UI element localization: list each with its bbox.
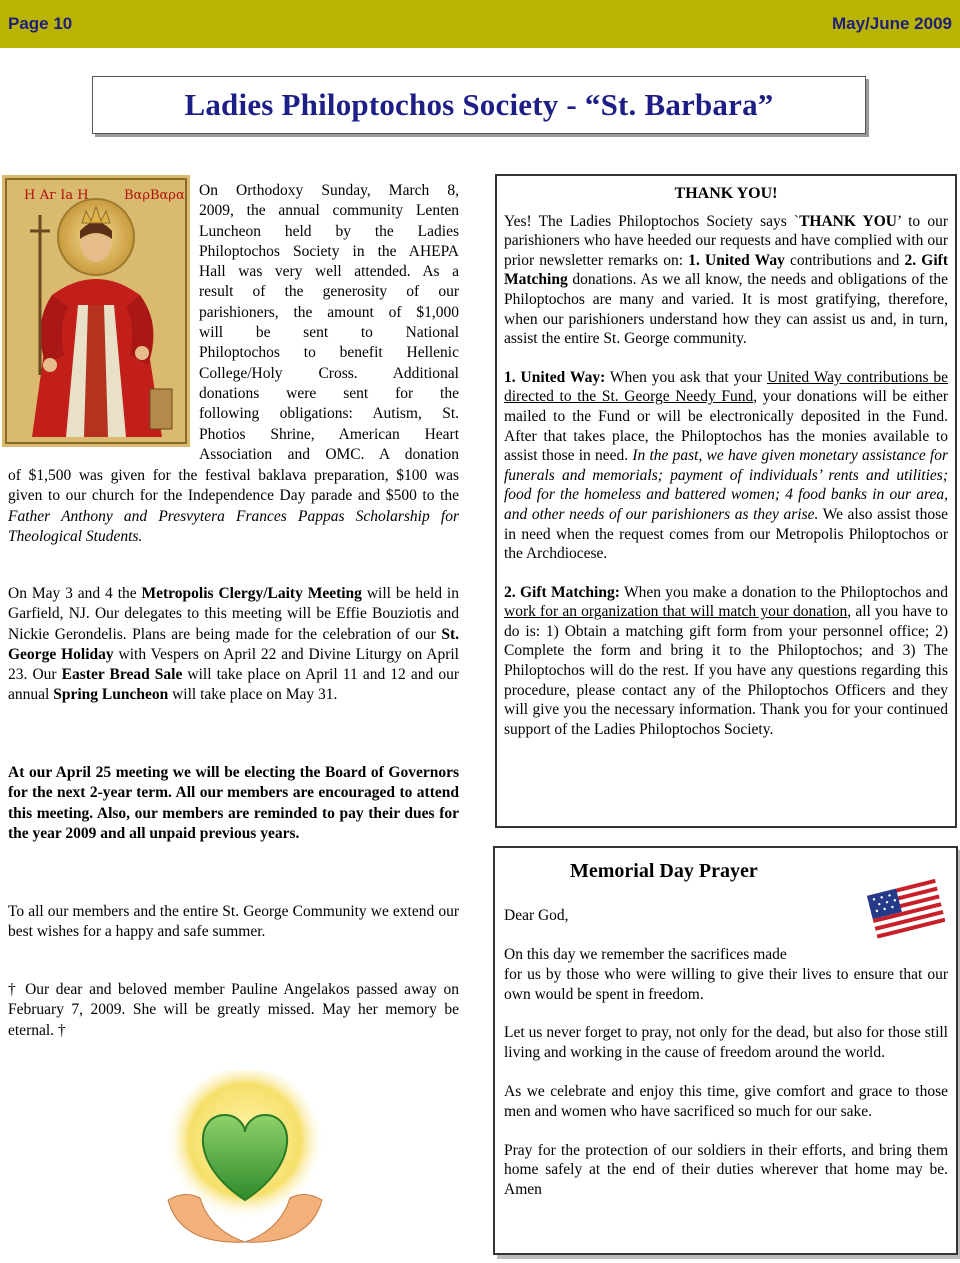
intro-line: Hall was very well attended. As a [199,263,459,281]
intro-line: parishioners, the amount of $1,000 [199,303,459,321]
saint-barbara-icon [2,175,190,447]
united-way-text-d: , your donations will be either mailed to the Fund or will be electronically deposited in the Fund. After that takes place, the Philoptochos has the monies available to assist those in need. [504,388,948,465]
title-box [92,76,866,134]
intro-line: Luncheon held by the Ladies [199,222,459,240]
intro-line: Photios Shrine, American Heart [199,425,459,443]
intro-line: Association and OMC. A donation [199,445,459,463]
memorial-text: † Our dear and beloved member Pauline Angelakos passed away on February 7, 2009. She will be greatly missed. May her memory be eternal. † [8,981,459,1039]
gift-matching-heading: 2. Gift Matching: [504,583,620,601]
meeting-text-c: will be held in Garfield, NJ. Our delegates to this meeting will be Effie Bouziotis and Nickie Gerondelis. Plans are being made for the celebration of our [8,585,459,643]
intro-paragraph-top [199,181,459,465]
thank-you-heading: THANK YOU! [674,185,778,202]
page-number: Page 10 [8,14,73,33]
prayer-line-1: On this day we remember the sacrifices made [504,946,787,963]
header-bar [0,0,960,48]
intro-line: Philoptochos to benefit Hellenic [199,344,459,362]
prayer-paragraph-2: Let us never forget to pray, not only for the dead, but also for those still living and working in the cause of freedom around the world. [504,1024,948,1062]
prayer-salutation: Dear God, [504,907,569,924]
gift-matching-paragraph [504,583,948,740]
intro-line: Philoptochos Society in the AHEPA [199,242,459,260]
intro-line: donations were sent for the [199,384,459,402]
thanks-united-way: 1. United Way [688,251,785,269]
united-way-underlined: United Way contributions be directed to the St. George Needy Fund [504,368,949,406]
meeting-name: Metropolis Clergy/Laity Meeting [141,585,362,602]
intro-line: will be sent to National [199,324,459,342]
bread-sale-name: Easter Bread Sale [61,666,183,684]
issue-date: May/June 2009 [831,14,952,33]
luncheon-name: Spring Luncheon [53,686,169,704]
page-title: Ladies Philoptochos Society - “St. Barbara” [184,87,774,122]
board-election-text: At our April 25 meeting we will be electing the Board of Governors for the next 2-year term. All our members are encouraged to attend this meeting. Also, our members are reminded to pay their dues for the year 2009 and all unpaid previous years. [8,764,459,842]
intro-line: College/Holy Cross. Additional [199,364,459,382]
us-flag-image [865,877,945,939]
united-way-heading: 1. United Way: [504,368,606,386]
prayer-paragraph-1: for us by those who were willing to give their lives to ensure that our own would be spent in freedom. [504,965,948,1003]
icon-left-letters: Н Аг Ιa Η [24,188,89,203]
united-way-text-b: When you ask that your [605,368,767,386]
thank-you-box [495,174,957,828]
thanks-text-g: donations. As we all know, the needs and obligations of the Philoptochos are many and varied. It is most gratifying, therefore, when our parishioners understand how they can assist us and, in turn, assist the entire St. George community. [504,271,948,348]
intro-line: On Orthodoxy Sunday, March 8, [199,182,459,199]
prayer-paragraph-3: As we celebrate and enjoy this time, give comfort and grace to those men and women who have sacrificed so much for our sake. [504,1082,948,1120]
thanks-text-a: Yes! The Ladies Philoptochos Society says ` [504,212,800,230]
thanks-text-c: ’ to our parishioners who have heeded our requests and have complied with our prior newsletter remarks on: [504,212,948,269]
united-way-italic: In the past, we have given monetary assistance for funerals and memorials; payment of individuals’ rents and utilities; food for the homeless and battered women; 4 food banks in our area, and other needs of our parishioners as they arise. [504,447,949,523]
gift-matching-text-b: When you make a donation to the Philoptochos and [619,583,948,601]
gift-matching-underlined: work for an organization that will match your donation [504,603,848,621]
wishes-paragraph [8,902,459,943]
thank-you-paragraph [504,212,948,349]
meeting-text-g: will take place on April 11 and 12 and our annual [8,666,459,704]
thanks-text-e: contributions and [784,251,905,269]
thanks-emphasis: THANK YOU [799,212,897,230]
holiday-name: St. George Holiday [8,625,459,663]
scholarship-text: Father Anthony and Presvytera Frances Pappas Scholarship for Theological Students. [8,507,459,545]
united-way-text-f: We also assist those in need when the request comes from our Metropolis Philoptochos or the Archdiocese. [504,505,948,563]
meeting-paragraph [8,584,459,706]
united-way-paragraph [504,368,948,564]
wishes-text: To all our members and the entire St. George Community we extend our best wishes for a happy and safe summer. [8,903,459,941]
intro-line: following obligations: Autism, St. [199,405,459,423]
gift-matching-text-d: , all you have to do is: 1) Obtain a matching gift form from your personnel office; 2) Complete the form and bring it to the Philoptochos; and 3) The Philoptochos will do the rest. If you have any questions regarding this procedure, please contact any of the Philoptochos Officers and they will give you the necessary information. Thank you for your continued support of the Ladies Philoptochos Society. [504,603,948,738]
heart-hands-image [150,1070,340,1258]
meeting-text-e: with Vespers on April 22 and Divine Liturgy on April 23. Our [8,645,459,684]
board-election-paragraph [8,763,459,844]
icon-right-letters: ΒαρΒαρα [124,188,185,203]
meeting-text-a: On May 3 and 4 the [8,585,142,602]
prayer-body [504,945,948,1200]
intro-line: 2009, the annual community Lenten [199,202,459,220]
intro-paragraph-cont [8,466,459,547]
prayer-title: Memorial Day Prayer [570,860,758,882]
memorial-paragraph [8,980,459,1041]
prayer-paragraph-4: Pray for the protection of our soldiers in their efforts, and bring them home safely at the end of their duties wherever that home may be. Amen [504,1141,948,1199]
intro-lines [199,181,459,465]
intro-line: result of the generosity of our [199,283,459,301]
meeting-text-i: will take place on May 31. [168,686,338,704]
thanks-gift-matching: 2. Gift Matching [504,251,948,289]
intro-cont-text: of $1,500 was given for the festival baklava preparation, $100 was given to our church for the Independence Day parade and $500 to the [8,467,459,505]
